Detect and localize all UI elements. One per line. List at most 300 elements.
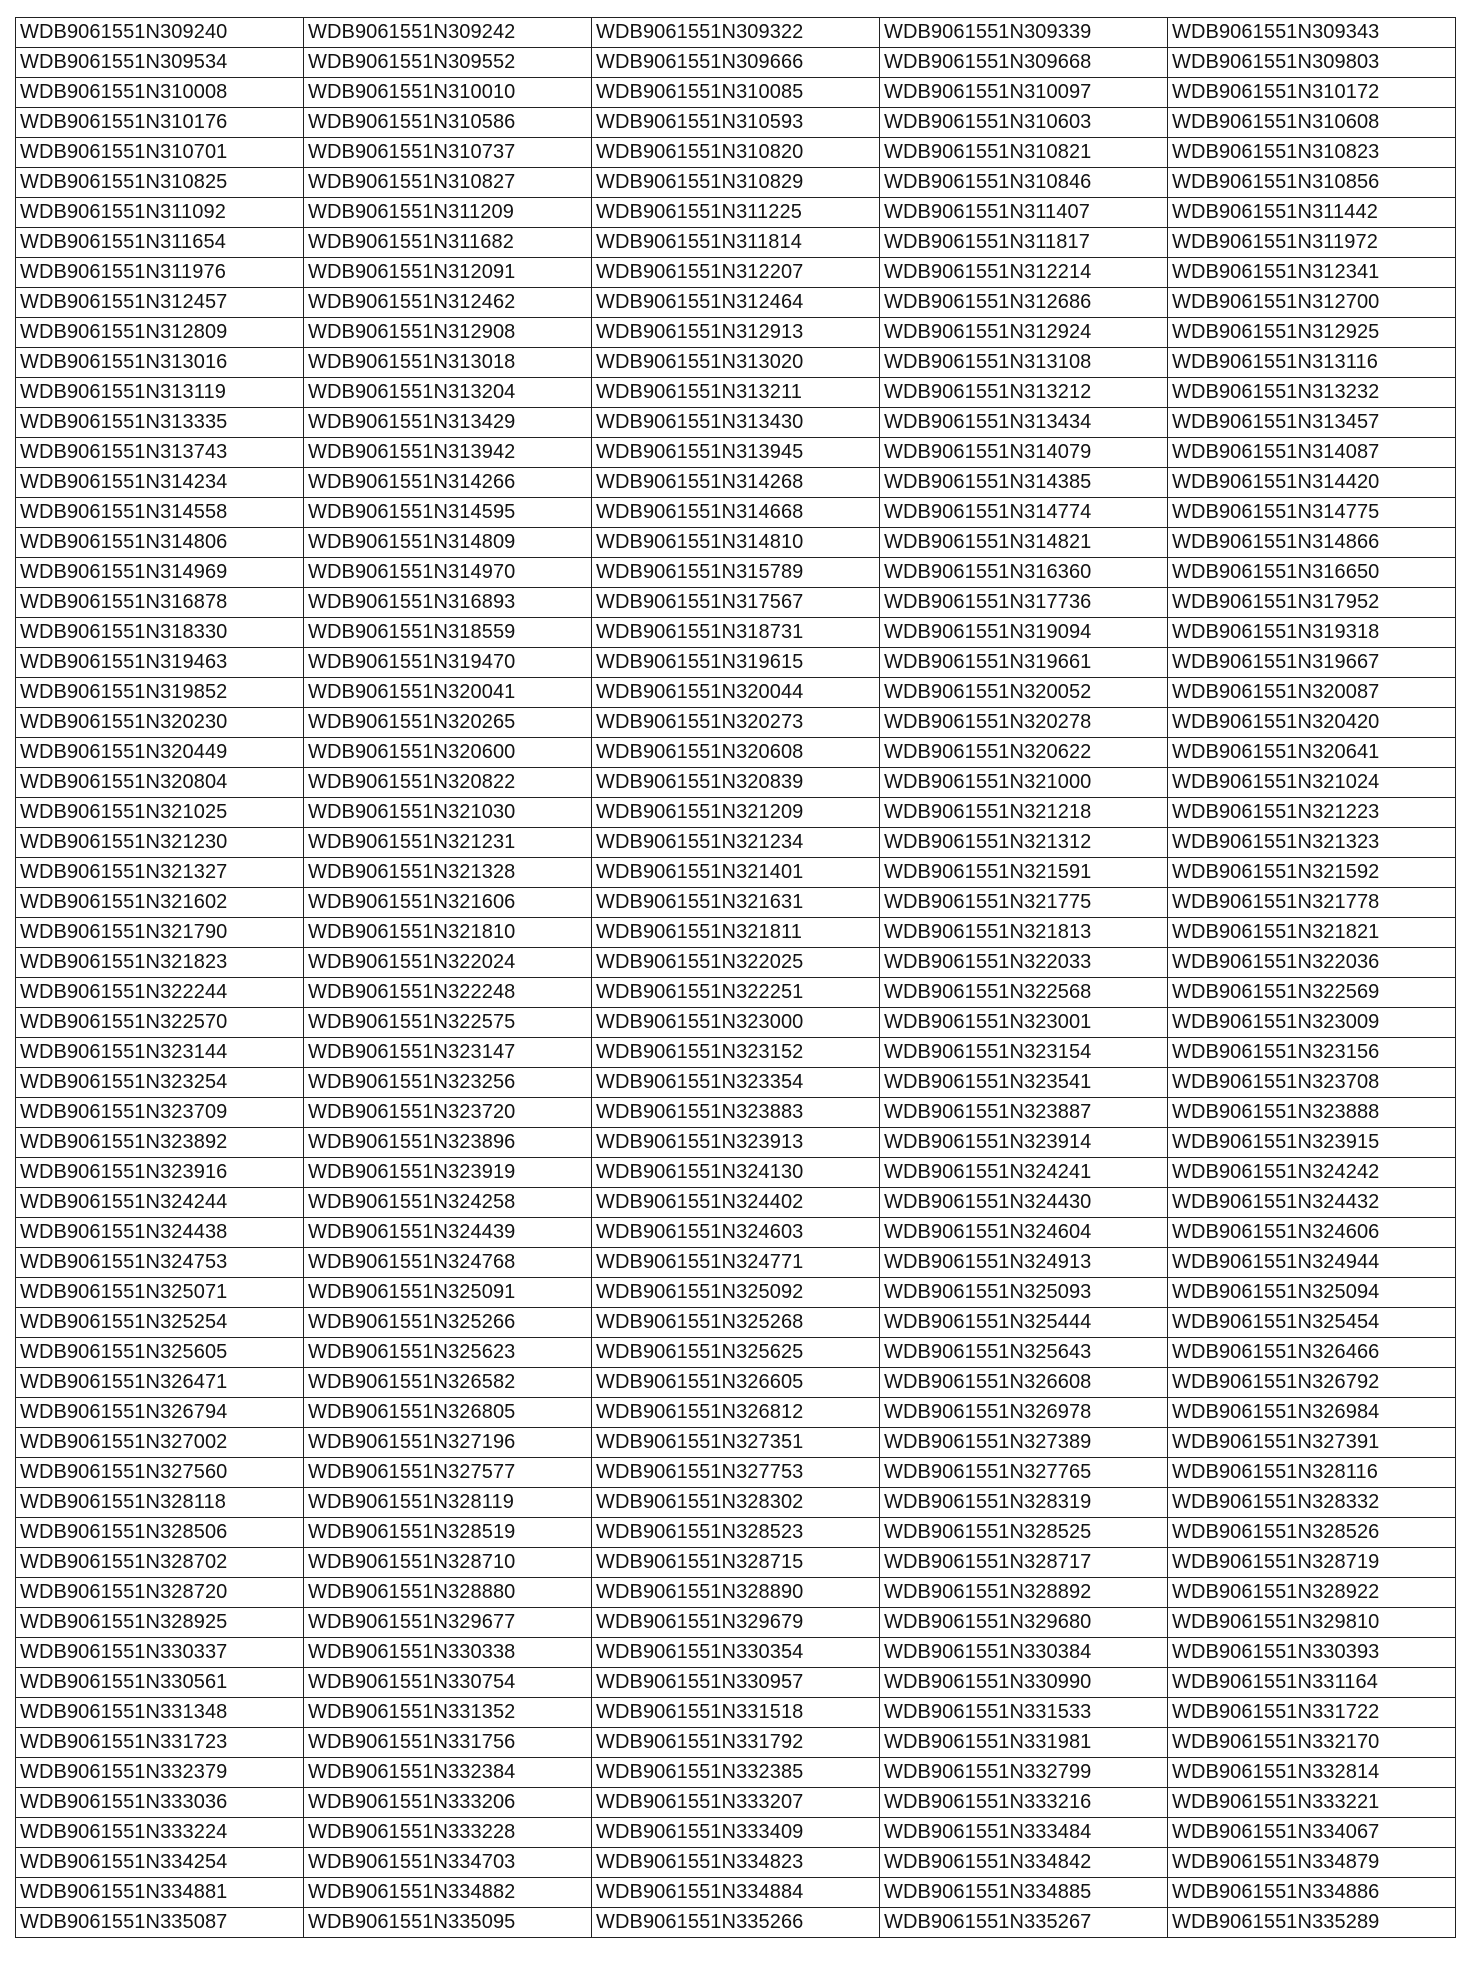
vin-cell: WDB9061551N313429 (304, 408, 592, 438)
vin-cell: WDB9061551N309339 (880, 18, 1168, 48)
table-row (16, 1818, 1456, 1848)
vin-cell: WDB9061551N311682 (304, 228, 592, 258)
vin-cell: WDB9061551N313430 (592, 408, 880, 438)
vin-cell: WDB9061551N334884 (592, 1878, 880, 1908)
table-row (16, 1518, 1456, 1548)
vin-cell: WDB9061551N328119 (304, 1488, 592, 1518)
vin-cell: WDB9061551N310856 (1168, 168, 1456, 198)
vin-cell: WDB9061551N311442 (1168, 198, 1456, 228)
table-row (16, 1668, 1456, 1698)
vin-cell: WDB9061551N334842 (880, 1848, 1168, 1878)
vin-cell: WDB9061551N313116 (1168, 348, 1456, 378)
vin-cell: WDB9061551N324438 (16, 1218, 304, 1248)
vin-cell: WDB9061551N328519 (304, 1518, 592, 1548)
vin-cell: WDB9061551N328319 (880, 1488, 1168, 1518)
vin-cell: WDB9061551N321401 (592, 858, 880, 888)
vin-cell: WDB9061551N328717 (880, 1548, 1168, 1578)
vin-cell: WDB9061551N334067 (1168, 1818, 1456, 1848)
vin-cell: WDB9061551N313020 (592, 348, 880, 378)
vin-cell: WDB9061551N328302 (592, 1488, 880, 1518)
vin-cell: WDB9061551N335087 (16, 1908, 304, 1938)
vin-cell: WDB9061551N322251 (592, 978, 880, 1008)
vin-cell: WDB9061551N323919 (304, 1158, 592, 1188)
vin-cell: WDB9061551N328892 (880, 1578, 1168, 1608)
vin-cell: WDB9061551N320822 (304, 768, 592, 798)
vin-cell: WDB9061551N331756 (304, 1728, 592, 1758)
vin-cell: WDB9061551N310176 (16, 108, 304, 138)
vin-cell: WDB9061551N314558 (16, 498, 304, 528)
table-row (16, 558, 1456, 588)
vin-cell: WDB9061551N334879 (1168, 1848, 1456, 1878)
table-row (16, 288, 1456, 318)
vin-cell: WDB9061551N328715 (592, 1548, 880, 1578)
table-row (16, 1428, 1456, 1458)
vin-cell: WDB9061551N320273 (592, 708, 880, 738)
vin-cell: WDB9061551N314809 (304, 528, 592, 558)
vin-cell: WDB9061551N314595 (304, 498, 592, 528)
vin-cell: WDB9061551N322025 (592, 948, 880, 978)
vin-cell: WDB9061551N320839 (592, 768, 880, 798)
vin-cell: WDB9061551N334886 (1168, 1878, 1456, 1908)
table-row (16, 1698, 1456, 1728)
vin-cell: WDB9061551N324753 (16, 1248, 304, 1278)
vin-cell: WDB9061551N311972 (1168, 228, 1456, 258)
vin-cell: WDB9061551N331792 (592, 1728, 880, 1758)
vin-cell: WDB9061551N323720 (304, 1098, 592, 1128)
vin-cell: WDB9061551N316878 (16, 588, 304, 618)
table-row (16, 258, 1456, 288)
vin-cell: WDB9061551N323156 (1168, 1038, 1456, 1068)
vin-cell: WDB9061551N321591 (880, 858, 1168, 888)
vin-cell: WDB9061551N322575 (304, 1008, 592, 1038)
vin-cell: WDB9061551N333228 (304, 1818, 592, 1848)
vin-cell: WDB9061551N319667 (1168, 648, 1456, 678)
table-row (16, 168, 1456, 198)
vin-cell: WDB9061551N309242 (304, 18, 592, 48)
vin-cell: WDB9061551N327753 (592, 1458, 880, 1488)
vin-cell: WDB9061551N313945 (592, 438, 880, 468)
table-row (16, 1338, 1456, 1368)
vin-cell: WDB9061551N330338 (304, 1638, 592, 1668)
table-row (16, 1458, 1456, 1488)
vin-cell: WDB9061551N328506 (16, 1518, 304, 1548)
table-row (16, 978, 1456, 1008)
vin-cell: WDB9061551N321823 (16, 948, 304, 978)
vin-cell: WDB9061551N322569 (1168, 978, 1456, 1008)
vin-cell: WDB9061551N326805 (304, 1398, 592, 1428)
vin-cell: WDB9061551N323913 (592, 1128, 880, 1158)
vin-cell: WDB9061551N333036 (16, 1788, 304, 1818)
vin-cell: WDB9061551N313232 (1168, 378, 1456, 408)
vin-cell: WDB9061551N321025 (16, 798, 304, 828)
vin-cell: WDB9061551N328702 (16, 1548, 304, 1578)
vin-cell: WDB9061551N309534 (16, 48, 304, 78)
vin-cell: WDB9061551N320052 (880, 678, 1168, 708)
vin-cell: WDB9061551N333484 (880, 1818, 1168, 1848)
vin-cell: WDB9061551N328332 (1168, 1488, 1456, 1518)
vin-cell: WDB9061551N326466 (1168, 1338, 1456, 1368)
vin-cell: WDB9061551N323883 (592, 1098, 880, 1128)
table-row (16, 1068, 1456, 1098)
vin-cell: WDB9061551N309668 (880, 48, 1168, 78)
vin-cell: WDB9061551N325454 (1168, 1308, 1456, 1338)
vin-cell: WDB9061551N323001 (880, 1008, 1168, 1038)
vin-cell: WDB9061551N310823 (1168, 138, 1456, 168)
vin-cell: WDB9061551N325605 (16, 1338, 304, 1368)
vin-cell: WDB9061551N319852 (16, 678, 304, 708)
table-row (16, 468, 1456, 498)
vin-cell: WDB9061551N313016 (16, 348, 304, 378)
vin-cell: WDB9061551N334882 (304, 1878, 592, 1908)
vin-cell: WDB9061551N312700 (1168, 288, 1456, 318)
vin-cell: WDB9061551N311976 (16, 258, 304, 288)
vin-cell: WDB9061551N326471 (16, 1368, 304, 1398)
vin-cell: WDB9061551N328710 (304, 1548, 592, 1578)
vin-cell: WDB9061551N321234 (592, 828, 880, 858)
vin-cell: WDB9061551N321312 (880, 828, 1168, 858)
vin-cell: WDB9061551N320041 (304, 678, 592, 708)
vin-cell: WDB9061551N327765 (880, 1458, 1168, 1488)
vin-cell: WDB9061551N319661 (880, 648, 1168, 678)
vin-cell: WDB9061551N323888 (1168, 1098, 1456, 1128)
vin-cell: WDB9061551N321810 (304, 918, 592, 948)
vin-cell: WDB9061551N326608 (880, 1368, 1168, 1398)
vin-cell: WDB9061551N310846 (880, 168, 1168, 198)
vin-cell: WDB9061551N325071 (16, 1278, 304, 1308)
vin-cell: WDB9061551N329677 (304, 1608, 592, 1638)
vin-cell: WDB9061551N331533 (880, 1698, 1168, 1728)
vin-cell: WDB9061551N320087 (1168, 678, 1456, 708)
table-row (16, 228, 1456, 258)
vin-cell: WDB9061551N328925 (16, 1608, 304, 1638)
vin-cell: WDB9061551N325266 (304, 1308, 592, 1338)
vin-cell: WDB9061551N322033 (880, 948, 1168, 978)
vin-cell: WDB9061551N310829 (592, 168, 880, 198)
vin-cell: WDB9061551N310821 (880, 138, 1168, 168)
vin-cell: WDB9061551N310586 (304, 108, 592, 138)
vin-cell: WDB9061551N316360 (880, 558, 1168, 588)
vin-cell: WDB9061551N314385 (880, 468, 1168, 498)
vin-cell: WDB9061551N321592 (1168, 858, 1456, 888)
vin-cell: WDB9061551N320600 (304, 738, 592, 768)
vin-cell: WDB9061551N333224 (16, 1818, 304, 1848)
vin-cell: WDB9061551N310172 (1168, 78, 1456, 108)
vin-cell: WDB9061551N330354 (592, 1638, 880, 1668)
vin-cell: WDB9061551N312809 (16, 318, 304, 348)
table-row (16, 1398, 1456, 1428)
table-row (16, 408, 1456, 438)
vin-cell: WDB9061551N310825 (16, 168, 304, 198)
vin-cell: WDB9061551N330957 (592, 1668, 880, 1698)
vin-cell: WDB9061551N309240 (16, 18, 304, 48)
table-row (16, 828, 1456, 858)
vin-cell: WDB9061551N314268 (592, 468, 880, 498)
vin-table-body (16, 18, 1456, 1938)
vin-cell: WDB9061551N323896 (304, 1128, 592, 1158)
vin-cell: WDB9061551N325625 (592, 1338, 880, 1368)
table-row (16, 1218, 1456, 1248)
vin-cell: WDB9061551N328523 (592, 1518, 880, 1548)
table-row (16, 918, 1456, 948)
vin-cell: WDB9061551N326794 (16, 1398, 304, 1428)
vin-cell: WDB9061551N327351 (592, 1428, 880, 1458)
vin-cell: WDB9061551N325093 (880, 1278, 1168, 1308)
vin-cell: WDB9061551N313119 (16, 378, 304, 408)
vin-cell: WDB9061551N311814 (592, 228, 880, 258)
vin-cell: WDB9061551N323915 (1168, 1128, 1456, 1158)
vin-cell: WDB9061551N309666 (592, 48, 880, 78)
vin-cell: WDB9061551N324430 (880, 1188, 1168, 1218)
vin-cell: WDB9061551N313018 (304, 348, 592, 378)
table-row (16, 1908, 1456, 1938)
vin-cell: WDB9061551N310008 (16, 78, 304, 108)
vin-cell: WDB9061551N325643 (880, 1338, 1168, 1368)
vin-cell: WDB9061551N324258 (304, 1188, 592, 1218)
vin-cell: WDB9061551N328525 (880, 1518, 1168, 1548)
vin-cell: WDB9061551N318559 (304, 618, 592, 648)
vin-cell: WDB9061551N331722 (1168, 1698, 1456, 1728)
vin-cell: WDB9061551N324432 (1168, 1188, 1456, 1218)
vin-cell: WDB9061551N333207 (592, 1788, 880, 1818)
vin-cell: WDB9061551N321218 (880, 798, 1168, 828)
vin-cell: WDB9061551N334254 (16, 1848, 304, 1878)
vin-cell: WDB9061551N323708 (1168, 1068, 1456, 1098)
vin-cell: WDB9061551N320420 (1168, 708, 1456, 738)
vin-cell: WDB9061551N312214 (880, 258, 1168, 288)
vin-cell: WDB9061551N331352 (304, 1698, 592, 1728)
vin-cell: WDB9061551N310701 (16, 138, 304, 168)
vin-cell: WDB9061551N320230 (16, 708, 304, 738)
table-row (16, 348, 1456, 378)
vin-cell: WDB9061551N314420 (1168, 468, 1456, 498)
vin-cell: WDB9061551N311209 (304, 198, 592, 228)
table-row (16, 378, 1456, 408)
vin-cell: WDB9061551N317567 (592, 588, 880, 618)
vin-cell: WDB9061551N312925 (1168, 318, 1456, 348)
table-row (16, 1158, 1456, 1188)
vin-cell: WDB9061551N326792 (1168, 1368, 1456, 1398)
vin-cell: WDB9061551N324402 (592, 1188, 880, 1218)
table-row (16, 948, 1456, 978)
vin-cell: WDB9061551N327560 (16, 1458, 304, 1488)
vin-cell: WDB9061551N323709 (16, 1098, 304, 1128)
vin-cell: WDB9061551N310608 (1168, 108, 1456, 138)
vin-cell: WDB9061551N331981 (880, 1728, 1168, 1758)
vin-cell: WDB9061551N331518 (592, 1698, 880, 1728)
table-row (16, 588, 1456, 618)
table-row (16, 48, 1456, 78)
table-row (16, 708, 1456, 738)
vin-cell: WDB9061551N314668 (592, 498, 880, 528)
vin-cell: WDB9061551N323152 (592, 1038, 880, 1068)
vin-cell: WDB9061551N321631 (592, 888, 880, 918)
vin-cell: WDB9061551N325091 (304, 1278, 592, 1308)
table-row (16, 888, 1456, 918)
vin-cell: WDB9061551N322244 (16, 978, 304, 1008)
vin-cell: WDB9061551N323000 (592, 1008, 880, 1038)
vin-cell: WDB9061551N312457 (16, 288, 304, 318)
vin-cell: WDB9061551N309322 (592, 18, 880, 48)
vin-cell: WDB9061551N330561 (16, 1668, 304, 1698)
vin-cell: WDB9061551N323892 (16, 1128, 304, 1158)
vin-cell: WDB9061551N326812 (592, 1398, 880, 1428)
vin-cell: WDB9061551N312924 (880, 318, 1168, 348)
table-row (16, 108, 1456, 138)
vin-cell: WDB9061551N321813 (880, 918, 1168, 948)
vin-cell: WDB9061551N327391 (1168, 1428, 1456, 1458)
table-row (16, 858, 1456, 888)
vin-cell: WDB9061551N314806 (16, 528, 304, 558)
vin-cell: WDB9061551N323354 (592, 1068, 880, 1098)
table-row (16, 1548, 1456, 1578)
vin-cell: WDB9061551N326605 (592, 1368, 880, 1398)
vin-cell: WDB9061551N310010 (304, 78, 592, 108)
vin-cell: WDB9061551N322568 (880, 978, 1168, 1008)
vin-cell: WDB9061551N327002 (16, 1428, 304, 1458)
vin-cell: WDB9061551N312913 (592, 318, 880, 348)
vin-cell: WDB9061551N313204 (304, 378, 592, 408)
vin-cell: WDB9061551N321209 (592, 798, 880, 828)
vin-cell: WDB9061551N320608 (592, 738, 880, 768)
table-row (16, 1038, 1456, 1068)
vin-cell: WDB9061551N312207 (592, 258, 880, 288)
vin-cell: WDB9061551N311225 (592, 198, 880, 228)
vin-cell: WDB9061551N314234 (16, 468, 304, 498)
table-row (16, 1098, 1456, 1128)
vin-cell: WDB9061551N325623 (304, 1338, 592, 1368)
vin-cell: WDB9061551N332799 (880, 1758, 1168, 1788)
table-row (16, 1128, 1456, 1158)
vin-cell: WDB9061551N324606 (1168, 1218, 1456, 1248)
vin-table (15, 17, 1456, 1938)
vin-cell: WDB9061551N328922 (1168, 1578, 1456, 1608)
vin-cell: WDB9061551N314266 (304, 468, 592, 498)
vin-cell: WDB9061551N327196 (304, 1428, 592, 1458)
vin-cell: WDB9061551N324130 (592, 1158, 880, 1188)
vin-cell: WDB9061551N321223 (1168, 798, 1456, 828)
vin-cell: WDB9061551N312686 (880, 288, 1168, 318)
vin-cell: WDB9061551N323147 (304, 1038, 592, 1068)
vin-cell: WDB9061551N328720 (16, 1578, 304, 1608)
vin-cell: WDB9061551N323144 (16, 1038, 304, 1068)
vin-cell: WDB9061551N312341 (1168, 258, 1456, 288)
vin-cell: WDB9061551N320641 (1168, 738, 1456, 768)
vin-cell: WDB9061551N321323 (1168, 828, 1456, 858)
vin-cell: WDB9061551N324439 (304, 1218, 592, 1248)
table-row (16, 648, 1456, 678)
vin-cell: WDB9061551N314087 (1168, 438, 1456, 468)
vin-cell: WDB9061551N321030 (304, 798, 592, 828)
table-row (16, 1578, 1456, 1608)
vin-cell: WDB9061551N311654 (16, 228, 304, 258)
vin-cell: WDB9061551N331723 (16, 1728, 304, 1758)
table-row (16, 1188, 1456, 1218)
vin-cell: WDB9061551N332384 (304, 1758, 592, 1788)
vin-cell: WDB9061551N314866 (1168, 528, 1456, 558)
vin-cell: WDB9061551N335095 (304, 1908, 592, 1938)
vin-cell: WDB9061551N311092 (16, 198, 304, 228)
vin-cell: WDB9061551N323154 (880, 1038, 1168, 1068)
vin-cell: WDB9061551N321778 (1168, 888, 1456, 918)
vin-cell: WDB9061551N312464 (592, 288, 880, 318)
vin-cell: WDB9061551N310085 (592, 78, 880, 108)
table-row (16, 498, 1456, 528)
vin-cell: WDB9061551N330754 (304, 1668, 592, 1698)
vin-cell: WDB9061551N310097 (880, 78, 1168, 108)
vin-cell: WDB9061551N321230 (16, 828, 304, 858)
vin-cell: WDB9061551N323914 (880, 1128, 1168, 1158)
vin-cell: WDB9061551N310820 (592, 138, 880, 168)
table-row (16, 138, 1456, 168)
vin-cell: WDB9061551N324242 (1168, 1158, 1456, 1188)
vin-cell: WDB9061551N321231 (304, 828, 592, 858)
vin-cell: WDB9061551N323254 (16, 1068, 304, 1098)
vin-cell: WDB9061551N328526 (1168, 1518, 1456, 1548)
vin-cell: WDB9061551N313335 (16, 408, 304, 438)
vin-cell: WDB9061551N323887 (880, 1098, 1168, 1128)
vin-cell: WDB9061551N319470 (304, 648, 592, 678)
vin-cell: WDB9061551N324241 (880, 1158, 1168, 1188)
vin-cell: WDB9061551N334823 (592, 1848, 880, 1878)
table-row (16, 528, 1456, 558)
vin-cell: WDB9061551N310827 (304, 168, 592, 198)
vin-cell: WDB9061551N321606 (304, 888, 592, 918)
vin-cell: WDB9061551N330384 (880, 1638, 1168, 1668)
vin-cell: WDB9061551N330337 (16, 1638, 304, 1668)
vin-cell: WDB9061551N320265 (304, 708, 592, 738)
vin-cell: WDB9061551N310593 (592, 108, 880, 138)
vin-cell: WDB9061551N327577 (304, 1458, 592, 1488)
table-row (16, 1878, 1456, 1908)
vin-cell: WDB9061551N320449 (16, 738, 304, 768)
vin-cell: WDB9061551N313942 (304, 438, 592, 468)
table-row (16, 618, 1456, 648)
vin-cell: WDB9061551N320622 (880, 738, 1168, 768)
table-row (16, 768, 1456, 798)
vin-cell: WDB9061551N313212 (880, 378, 1168, 408)
vin-cell: WDB9061551N328116 (1168, 1458, 1456, 1488)
vin-cell: WDB9061551N311407 (880, 198, 1168, 228)
vin-cell: WDB9061551N332379 (16, 1758, 304, 1788)
vin-cell: WDB9061551N333221 (1168, 1788, 1456, 1818)
vin-cell: WDB9061551N313211 (592, 378, 880, 408)
vin-cell: WDB9061551N330393 (1168, 1638, 1456, 1668)
vin-cell: WDB9061551N328890 (592, 1578, 880, 1608)
vin-cell: WDB9061551N331348 (16, 1698, 304, 1728)
vin-cell: WDB9061551N324244 (16, 1188, 304, 1218)
vin-cell: WDB9061551N321811 (592, 918, 880, 948)
vin-cell: WDB9061551N334885 (880, 1878, 1168, 1908)
vin-cell: WDB9061551N328118 (16, 1488, 304, 1518)
vin-cell: WDB9061551N321821 (1168, 918, 1456, 948)
vin-cell: WDB9061551N334881 (16, 1878, 304, 1908)
vin-cell: WDB9061551N310737 (304, 138, 592, 168)
vin-cell: WDB9061551N320044 (592, 678, 880, 708)
table-row (16, 1788, 1456, 1818)
vin-cell: WDB9061551N314079 (880, 438, 1168, 468)
vin-cell: WDB9061551N321775 (880, 888, 1168, 918)
vin-cell: WDB9061551N316650 (1168, 558, 1456, 588)
vin-cell: WDB9061551N314821 (880, 528, 1168, 558)
vin-cell: WDB9061551N327389 (880, 1428, 1168, 1458)
vin-cell: WDB9061551N329680 (880, 1608, 1168, 1638)
vin-cell: WDB9061551N324603 (592, 1218, 880, 1248)
vin-cell: WDB9061551N312462 (304, 288, 592, 318)
vin-cell: WDB9061551N312908 (304, 318, 592, 348)
vin-cell: WDB9061551N319094 (880, 618, 1168, 648)
table-row (16, 1248, 1456, 1278)
vin-cell: WDB9061551N322570 (16, 1008, 304, 1038)
